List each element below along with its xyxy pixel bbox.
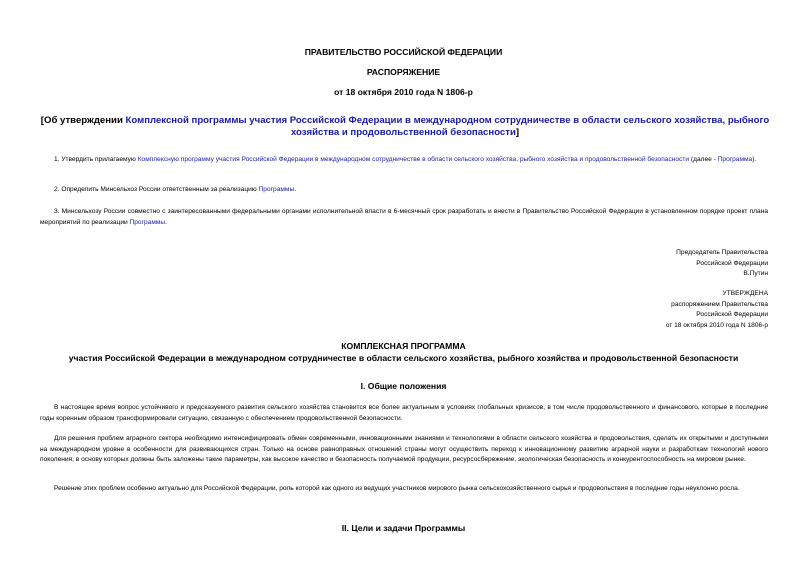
item-1-mid: (далее - (689, 156, 718, 163)
program-link[interactable]: Комплексную программу участия Российской Федерации в международном сотрудничестве в области сельского хозяйства, рыбного хозяйства и продовольственной безопасности (137, 156, 690, 163)
program-link-2[interactable]: Программы (258, 186, 295, 193)
document-type: РАСПОРЯЖЕНИЕ (366, 67, 441, 77)
signature-block (676, 248, 768, 280)
approval-date: от 18 октября 2010 года N 1806-р (665, 321, 768, 329)
title-open: [Об утверждении (40, 115, 126, 126)
document-date: от 18 октября 2010 года N 1806-р (334, 87, 473, 97)
section-1-paragraph-2: Для решения проблем аграрного сектора необходимо интенсифицировать обмен современными, инновационными знаниями и технологиями в области сельского хозяйства и продовольствия, сделать их открытыми и доступными на международном уровне в особенности для развивающихся стран. Только на основе равноправных отношений страны могут осуществить переход к инновационному развитию аграрной науки и разработкам технологий нового поколения, в основу которых должны быть заложены такие параметры, как высокое качество и безопасность получаемой продукции, ресурсосбережение, экологическая безопасность и конкурентоспособность на мировом рынке. (40, 435, 768, 463)
item-1-text: 1. Утвердить прилагаемую (54, 156, 138, 163)
item-2-end: . (294, 186, 297, 193)
item-2 (40, 185, 768, 196)
title-close: ] (515, 127, 520, 138)
signature-title: Председатель Правительства (676, 249, 768, 256)
approval-order: распоряжением Правительства (671, 300, 768, 308)
item-3-end: . (165, 218, 167, 226)
program-title: КОМПЛЕКСНАЯ ПРОГРАММА (341, 341, 466, 351)
item-3-text: 3. Минсельхозу России совместно с заинтересованными федеральными органами исполнительной власти в 6-месячный срок разработать и внести в Правительство Российской Федерации в установленном порядке проект плана мероприятий по реализации (40, 208, 768, 226)
section-1-heading: I. Общие положения (360, 381, 447, 391)
signature-name: В.Путин (743, 270, 768, 277)
item-3 (40, 207, 768, 228)
government-header: ПРАВИТЕЛЬСТВО РОССИЙСКОЙ ФЕДЕРАЦИИ (304, 47, 503, 57)
program-subtitle: участия Российской Федерации в международном сотрудничестве в области сельского хозяйства, рыбного хозяйства и продовольственной безопасности (68, 353, 739, 363)
program-link-3[interactable]: Программы (129, 218, 166, 226)
approval-block (666, 289, 768, 331)
item-2-text: 2. Определить Минсельхоз России ответственным за реализацию (54, 186, 259, 193)
title-link[interactable]: Комплексной программы участия Российской Федерации в международном сотрудничестве в области сельского хозяйства, рыбного хозяйства и продовольственной безопасности (125, 115, 770, 138)
approval-title: УТВЕРЖДЕНА (722, 290, 768, 297)
program-short-link[interactable]: Программа (717, 156, 753, 163)
section-1-paragraph-3: Решение этих проблем особенно актуально для Российской Федерации, роль которой как одного из ведущих участников мирового рынка сельскохозяйственного сырья и продовольствия в последние годы неуклонно росла. (54, 485, 740, 492)
item-1-end: ). (752, 156, 757, 163)
document-title (40, 115, 770, 139)
signature-country: Российской Федерации (696, 259, 768, 267)
section-2-heading: II. Цели и задачи Программы (341, 523, 466, 533)
section-1-paragraph-1: В настоящее время вопрос устойчивого и предсказуемого развития сельского хозяйства становится все более актуальным в условиях глобальных кризисов, в том числе продовольственного и финансового, которые в последние годы коренным образом трансформировали ситуацию, связанную с обеспечением продовольственной безопасности. (40, 404, 768, 422)
approval-country: Российской Федерации (696, 311, 768, 318)
item-1 (40, 155, 768, 166)
